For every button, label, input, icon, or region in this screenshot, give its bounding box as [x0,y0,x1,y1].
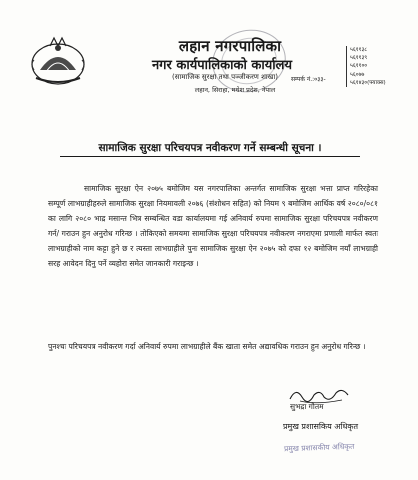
municipality-title: लहान नगरपालिका [178,37,282,55]
phone-number: ५६०७७ [350,71,365,78]
signatory-name: सुभद्रा गौतम [290,402,324,411]
phone-number: ५६११०० [350,63,368,70]
office-name: नगर कार्यपालिकाको कार्यालय [151,58,293,73]
phone-list [346,46,386,87]
body-paragraph-2: पुनश्चः परिचयपत्र नवीकरण गर्दा अनिवार्य रुपमा लाभग्राहीले बैंक खाता समेत अद्यावधिक गराउन हुन अनुरोध गरिन्छ । [48,342,366,351]
signatory-title: प्रमुख प्रशासकिय अधिकृत [283,422,359,431]
division-name: (सामाजिक सुरक्षा तथा पञ्जीकरण शाखा) [172,73,278,81]
office-address: लहान, सिराहा, मधेश प्रदेश, नेपाल [194,86,276,94]
phone-number: ५६१४३०(फ्याक्स) [350,79,386,86]
body-paragraph-1: सामाजिक सुरक्षा ऐन २०७५ बमोजिम यस नगरपालिका अन्तर्गत सामाजिक सुरक्षा भत्ता प्राप्त गरिरहेका सम्पूर्ण लाभग्राहीहरुले सामाजिक सुरक्षा नियमावली २०७६ (संशोधन सहित) को नियम ९ बमोजिम आर्थिक वर्ष २०८०/०८१ का लागि २०८० भाद्र मसान्त भित्र सम्बन्धित वडा कार्यालयमा गई अनिवार्य रुपमा सामाजिक सुरक्षा परिचयपत्र नवीकरण गर्न/ गराउन हुन अनुरोध गरिन्छ । तोकिएको समयमा सामाजिक सुरक्षा परिचयपत्र नवीकरण नगराएमा प्रणाली मार्फत स्वतः लाभग्राहीको नाम कट्टा हुने छ र त्यस्ता लाभग्राहीले पुनः सामाजिक सुरक्षा ऐन २०७५ को दफा १२ बमोजिम नयाँ लाभग्राही सरह आवेदन दिनु पर्ने व्यहोरा समेत जानकारी गराइन्छ । [48,184,378,268]
phone-number: ५६११३९ [350,55,368,62]
notice-subject: सामाजिक सुरक्षा परिचयपत्र नवीकरण गर्ने सम्बन्धी सूचना । [60,141,360,157]
phone-number: ५६११३८ [350,47,368,53]
signatory-stamp: प्रमुख प्रशासकीय अधिकृत [283,441,355,454]
notice-body [48,182,378,271]
notice-postscript [48,340,378,355]
nepal-emblem-icon [30,34,86,86]
contact-prefix: सम्पर्क नं.:०३३- [291,76,326,83]
